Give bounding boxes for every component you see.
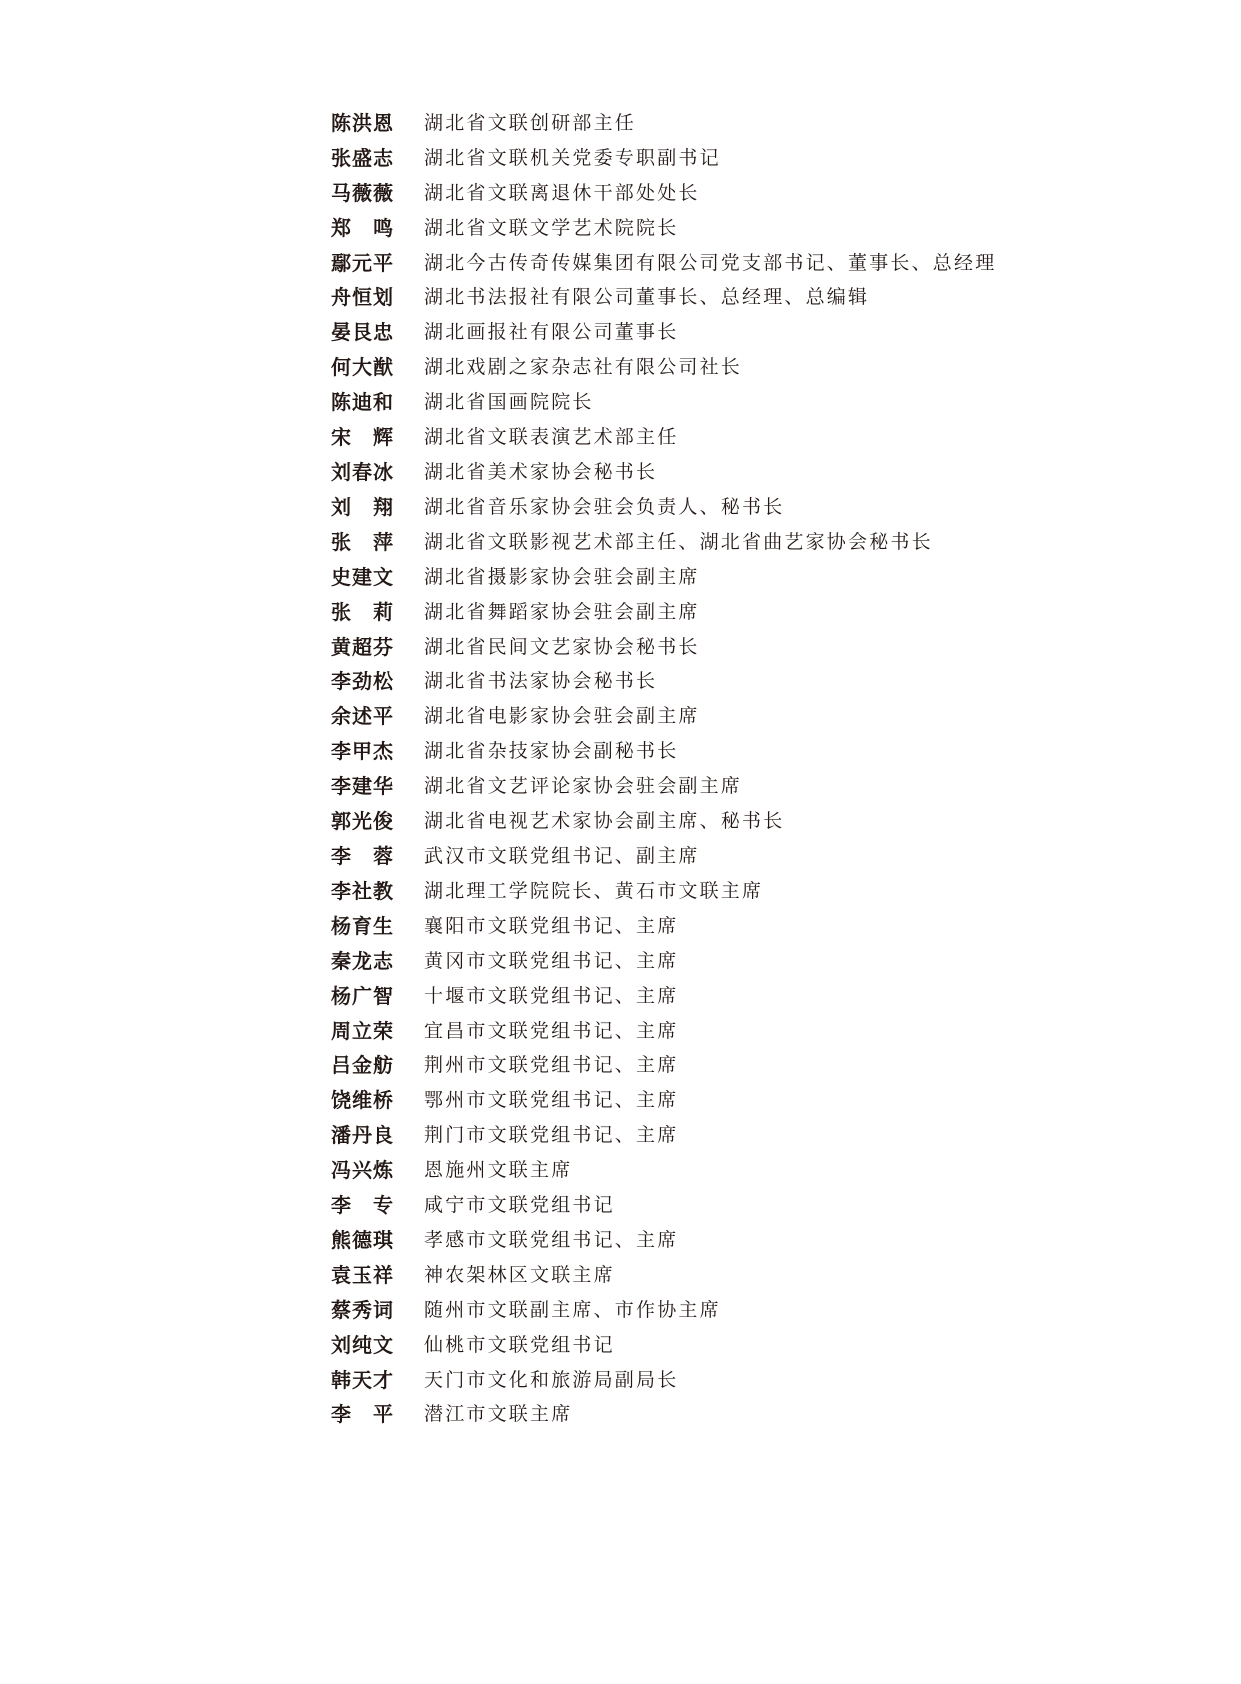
person-title: 湖北戏剧之家杂志社有限公司社长: [424, 356, 743, 379]
person-title: 湖北省文联创研部主任: [424, 111, 637, 134]
person-title: 湖北省音乐家协会驻会负责人、秘书长: [424, 495, 785, 518]
list-item: [331, 767, 996, 802]
person-title: 湖北画报社有限公司董事长: [424, 321, 679, 344]
person-title: 湖北省电视艺术家协会副主席、秘书长: [424, 810, 785, 833]
person-name: 周立荣: [331, 1018, 393, 1043]
list-item: [331, 523, 996, 558]
person-name: 李社教: [331, 878, 393, 903]
list-item: [331, 593, 996, 628]
person-name: 刘春冰: [331, 460, 393, 485]
person-title: 潜江市文联主席: [424, 1403, 573, 1426]
list-item: [331, 174, 996, 209]
person-title: 荆门市文联党组书记、主席: [424, 1124, 679, 1147]
person-name: 刘纯文: [331, 1332, 393, 1357]
member-list: [331, 104, 996, 1430]
person-name: 郭光俊: [331, 809, 393, 834]
person-name: 张 萍: [331, 529, 393, 554]
list-item: [331, 209, 996, 244]
list-item: [331, 837, 996, 872]
person-title: 恩施州文联主席: [424, 1159, 573, 1182]
list-item: [331, 418, 996, 453]
person-name: 张 莉: [331, 599, 393, 624]
person-name: 郑 鸣: [331, 215, 393, 240]
person-title: 湖北省舞蹈家协会驻会副主席: [424, 600, 700, 623]
person-name: 冯兴炼: [331, 1158, 393, 1183]
list-item: [331, 1221, 996, 1256]
list-item: [331, 104, 996, 139]
person-name: 张盛志: [331, 145, 393, 170]
person-title: 武汉市文联党组书记、副主席: [424, 844, 700, 867]
person-title: 湖北省国画院院长: [424, 391, 594, 414]
list-item: [331, 279, 996, 314]
list-item: [331, 244, 996, 279]
person-name: 李 专: [331, 1193, 393, 1218]
person-title: 襄阳市文联党组书记、主席: [424, 914, 679, 937]
person-name: 杨广智: [331, 983, 393, 1008]
person-title: 湖北省文艺评论家协会驻会副主席: [424, 775, 743, 798]
person-title: 神农架林区文联主席: [424, 1263, 615, 1286]
person-title: 仙桃市文联党组书记: [424, 1333, 615, 1356]
person-title: 鄂州市文联党组书记、主席: [424, 1089, 679, 1112]
person-title: 湖北省民间文艺家协会秘书长: [424, 635, 700, 658]
person-title: 湖北省电影家协会驻会副主席: [424, 705, 700, 728]
person-title: 湖北省文联离退休干部处处长: [424, 181, 700, 204]
person-title: 湖北省文联影视艺术部主任、湖北省曲艺家协会秘书长: [424, 530, 933, 553]
person-title: 荆州市文联党组书记、主席: [424, 1054, 679, 1077]
person-name: 饶维桥: [331, 1088, 393, 1113]
person-name: 黄超芬: [331, 634, 393, 659]
list-item: [331, 1046, 996, 1081]
person-name: 熊德琪: [331, 1227, 393, 1252]
person-name: 马薇薇: [331, 180, 393, 205]
person-title: 湖北省文联文学艺术院院长: [424, 216, 679, 239]
list-item: [331, 383, 996, 418]
list-item: [331, 1326, 996, 1361]
person-name: 陈迪和: [331, 390, 393, 415]
person-title: 随州市文联副主席、市作协主席: [424, 1298, 721, 1321]
list-item: [331, 1186, 996, 1221]
list-item: [331, 732, 996, 767]
list-item: [331, 628, 996, 663]
person-name: 刘 翔: [331, 494, 393, 519]
list-item: [331, 872, 996, 907]
list-item: [331, 697, 996, 732]
list-item: [331, 1361, 996, 1396]
person-title: 湖北省文联表演艺术部主任: [424, 426, 679, 449]
person-name: 余述平: [331, 704, 393, 729]
person-title: 湖北理工学院院长、黄石市文联主席: [424, 879, 764, 902]
person-name: 李建华: [331, 774, 393, 799]
person-name: 史建文: [331, 564, 393, 589]
list-item: [331, 663, 996, 698]
person-name: 李甲杰: [331, 739, 393, 764]
list-item: [331, 488, 996, 523]
person-title: 湖北书法报社有限公司董事长、总经理、总编辑: [424, 286, 870, 309]
person-name: 李 蓉: [331, 843, 393, 868]
person-name: 蔡秀词: [331, 1297, 393, 1322]
list-item: [331, 1116, 996, 1151]
person-title: 咸宁市文联党组书记: [424, 1194, 615, 1217]
list-item: [331, 558, 996, 593]
person-name: 潘丹良: [331, 1123, 393, 1148]
list-item: [331, 1151, 996, 1186]
person-name: 秦龙志: [331, 948, 393, 973]
person-title: 湖北省书法家协会秘书长: [424, 670, 658, 693]
person-title: 湖北省美术家协会秘书长: [424, 461, 658, 484]
list-item: [331, 348, 996, 383]
list-item: [331, 1081, 996, 1116]
person-name: 李 平: [331, 1402, 393, 1427]
person-name: 杨育生: [331, 913, 393, 938]
list-item: [331, 1396, 996, 1431]
person-name: 韩天才: [331, 1367, 393, 1392]
list-item: [331, 907, 996, 942]
person-title: 湖北省文联机关党委专职副书记: [424, 146, 721, 169]
person-title: 湖北省摄影家协会驻会副主席: [424, 565, 700, 588]
person-title: 十堰市文联党组书记、主席: [424, 984, 679, 1007]
list-item: [331, 313, 996, 348]
person-name: 晏艮忠: [331, 320, 393, 345]
person-name: 陈洪恩: [331, 110, 393, 135]
list-item: [331, 802, 996, 837]
list-item: [331, 1012, 996, 1047]
person-title: 湖北今古传奇传媒集团有限公司党支部书记、董事长、总经理: [424, 251, 997, 274]
person-name: 吕金舫: [331, 1053, 393, 1078]
person-title: 湖北省杂技家协会副秘书长: [424, 740, 679, 763]
list-item: [331, 1291, 996, 1326]
person-name: 宋 辉: [331, 425, 393, 450]
person-title: 天门市文化和旅游局副局长: [424, 1368, 679, 1391]
person-title: 孝感市文联党组书记、主席: [424, 1228, 679, 1251]
list-item: [331, 977, 996, 1012]
person-title: 宜昌市文联党组书记、主席: [424, 1019, 679, 1042]
person-name: 何大猷: [331, 355, 393, 380]
person-title: 黄冈市文联党组书记、主席: [424, 949, 679, 972]
list-item: [331, 453, 996, 488]
person-name: 袁玉祥: [331, 1262, 393, 1287]
person-name: 舟恒划: [331, 285, 393, 310]
list-item: [331, 1256, 996, 1291]
person-name: 李劲松: [331, 669, 393, 694]
person-name: 鄢元平: [331, 250, 393, 275]
list-item: [331, 942, 996, 977]
list-item: [331, 139, 996, 174]
